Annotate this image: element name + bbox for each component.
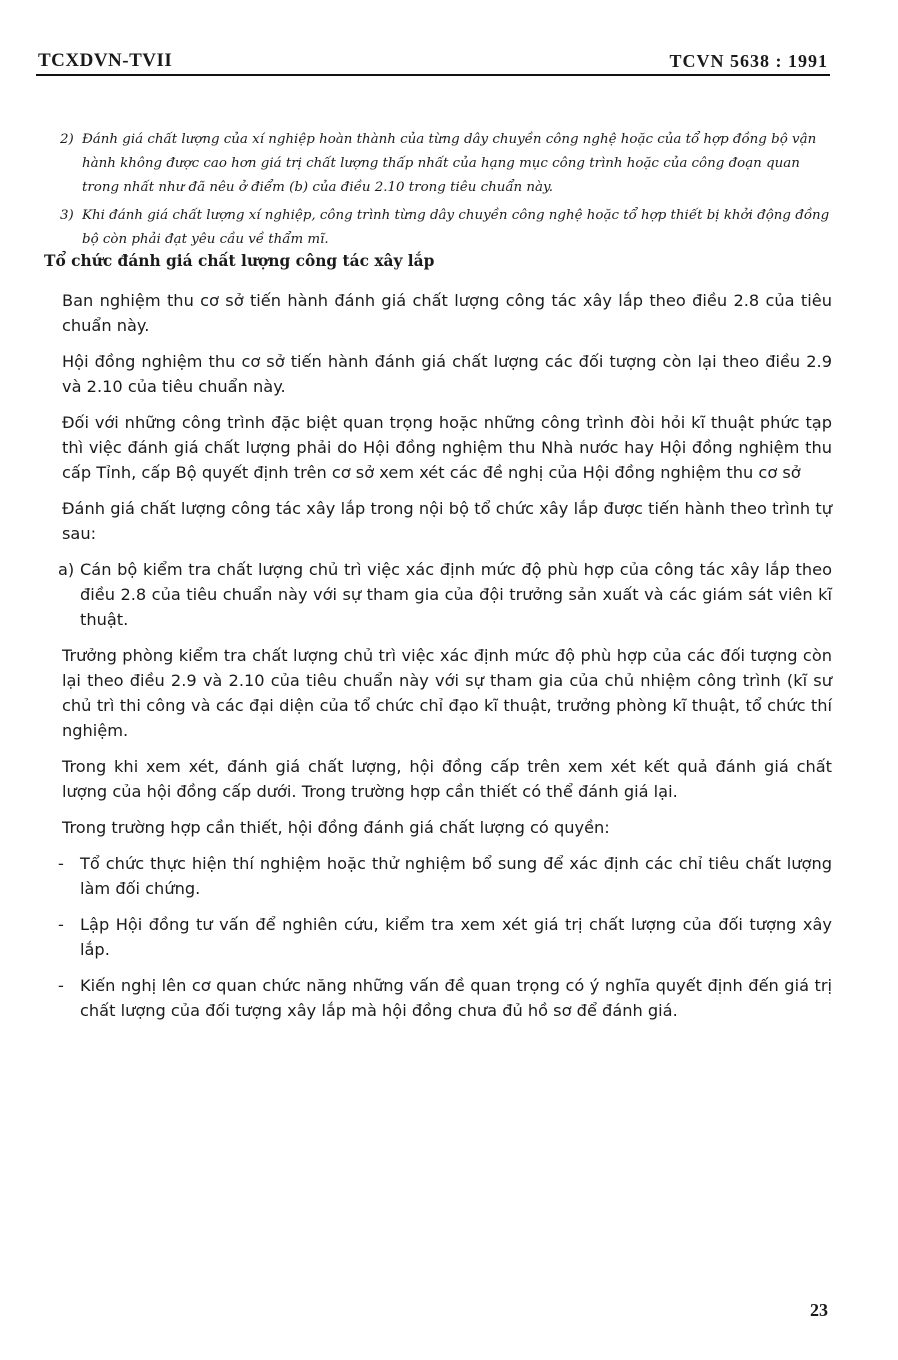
header-standard-code: TCVN 5638 : 1991 — [669, 51, 828, 71]
section-heading: Tổ chức đánh giá chất lượng công tác xây lắp — [44, 252, 435, 270]
note-text: Đánh giá chất lượng của xí nghiệp hoàn thành của từng dây chuyền công nghệ hoặc của tổ hợp đồng bộ vận hành không được cao hơn giá trị chất lượng thấp nhất của hạng mục công trình hoặc của công đoạn quan trong nhất như đã nêu ở điểm (b) của điều 2.10 trong tiêu chuẩn này. — [82, 132, 817, 195]
bullet-item — [58, 912, 832, 962]
paragraph: Trong trường hợp cần thiết, hội đồng đánh giá chất lượng có quyền: — [62, 818, 610, 837]
paragraph: Đối với những công trình đặc biệt quan trọng hoặc những công trình đòi hỏi kĩ thuật phức tạp thì việc đánh giá chất lượng phải do Hội đồng nghiệm thu Nhà nước hay Hội đồng nghiệm thu cấp Tỉnh, cấp Bộ quyết định trên cơ sở xem xét các đề nghị của Hội đồng nghiệm thu cơ sở — [62, 413, 832, 482]
note-item — [60, 204, 830, 252]
page-header — [38, 48, 828, 72]
paragraph: Ban nghiệm thu cơ sở tiến hành đánh giá chất lượng công tác xây lắp theo điều 2.8 của tiêu chuẩn này. — [62, 291, 832, 335]
paragraph: Đánh giá chất lượng công tác xây lắp trong nội bộ tổ chức xây lắp được tiến hành theo trình tự sau: — [62, 499, 832, 543]
header-rule — [36, 74, 830, 76]
paragraph: Trong khi xem xét, đánh giá chất lượng, hội đồng cấp trên xem xét kết quả đánh giá chất lượng của hội đồng cấp dưới. Trong trường hợp cần thiết có thể đánh giá lại. — [62, 757, 832, 801]
list-item-a — [58, 557, 832, 632]
bullet-marker: - — [58, 976, 64, 995]
note-number: 3) — [60, 208, 74, 223]
bullet-item — [58, 973, 832, 1023]
bullet-marker: - — [58, 854, 64, 873]
list-marker: a) — [58, 560, 75, 579]
bullet-text: Kiến nghị lên cơ quan chức năng những vấn đề quan trọng có ý nghĩa quyết định đến giá trị chất lượng của đối tượng xây lắp mà hội đồng chưa đủ hồ sơ để đánh giá. — [80, 976, 832, 1020]
paragraph: Trưởng phòng kiểm tra chất lượng chủ trì việc xác định mức độ phù hợp của các đối tượng còn lại theo điều 2.9 và 2.10 của tiêu chuẩn này với sự tham gia của chủ nhiệm công trình (kĩ sư chủ trì thi công và các đại diện của tổ chức chỉ đạo kĩ thuật, trưởng phòng kĩ thuật, tổ chức thí nghiệm. — [62, 646, 832, 740]
bullet-text: Lập Hội đồng tư vấn để nghiên cứu, kiểm tra xem xét giá trị chất lượng của đối tượng xây lắp. — [80, 915, 832, 959]
note-text: Khi đánh giá chất lượng xí nghiệp, công trình từng dây chuyền công nghệ hoặc tổ hợp thiết bị khởi động đồng bộ còn phải đạt yêu cầu về thẩm mĩ. — [82, 208, 830, 247]
note-number: 2) — [60, 132, 74, 147]
note-item — [60, 128, 830, 200]
bullet-text: Tổ chức thực hiện thí nghiệm hoặc thử nghiệm bổ sung để xác định các chỉ tiêu chất lượng làm đối chứng. — [80, 854, 832, 898]
header-series-code: TCXDVN-TVII — [38, 50, 173, 71]
page-number: 23 — [810, 1300, 828, 1320]
list-item-text: Cán bộ kiểm tra chất lượng chủ trì việc xác định mức độ phù hợp của công tác xây lắp theo điều 2.8 của tiêu chuẩn này với sự tham gia của đội trưởng sản xuất và các giám sát viên kĩ thuật. — [80, 560, 832, 629]
bullet-marker: - — [58, 915, 64, 934]
notes-section — [60, 128, 830, 256]
bullet-item — [58, 851, 832, 901]
body-text — [58, 288, 832, 1034]
paragraph: Hội đồng nghiệm thu cơ sở tiến hành đánh giá chất lượng các đối tượng còn lại theo điều 2.9 và 2.10 của tiêu chuẩn này. — [62, 352, 832, 396]
